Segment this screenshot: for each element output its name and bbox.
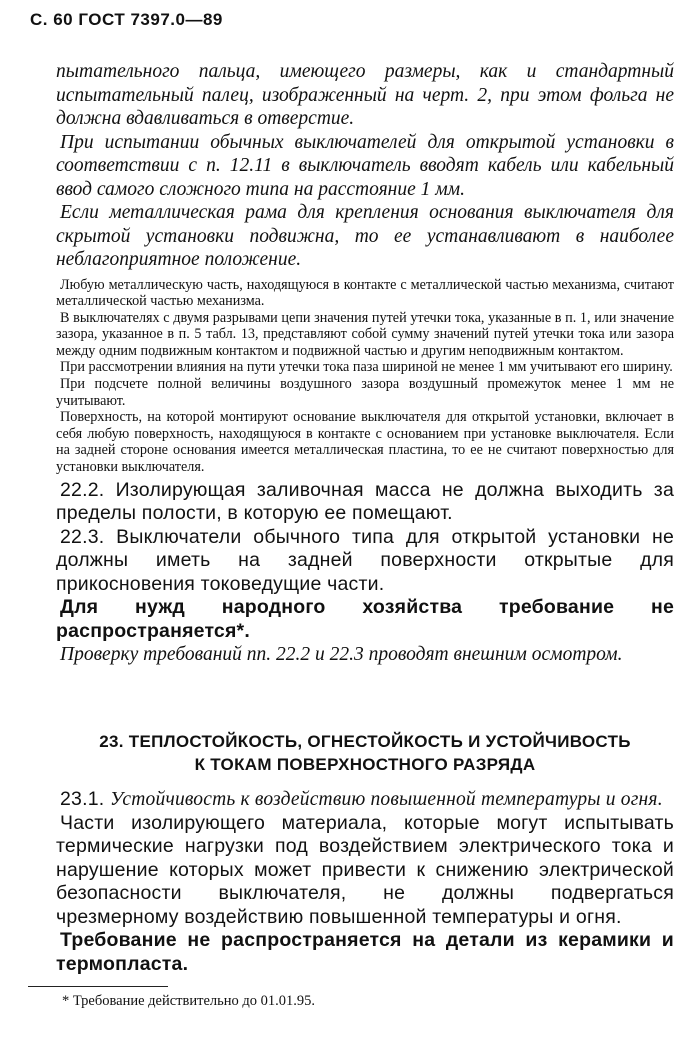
requirement-ceramics-bold: Требование не распространяется на детали из керамики и термопласта. <box>56 929 674 975</box>
clause-23-1-title: Устойчивость к воздействию повышенной температуры и огня. <box>110 789 663 810</box>
clause-23-1-number: 23.1. <box>60 788 105 810</box>
inspection-paragraph: Проверку требований пп. 22.2 и 22.3 проводят внешним осмотром. <box>60 644 623 666</box>
clause-23-1-body: Части изолирующего материала, которые могут испытывать термические нагрузки под воздействием электрического тока и нарушение которых может привести к снижению электрической безопасности выключателя, не должны подвергаться чрезмерному воздействию повышенной температуры и огня. <box>56 811 674 928</box>
requirement-note-bold: Для нужд народного хозяйства требование не распространяется*. <box>56 596 674 642</box>
section-title-23 <box>56 730 674 776</box>
note-double-break: В выключателях с двумя разрывами цепи значения путей утечки тока, указанные в п. 1, или значение зазора, указанное в п. 5 табл. 13, представляют собой сумму значений путей утечки тока или зазора между одним подвижным контактом и подвижной частью и другим неподвижным контактом. <box>56 309 674 359</box>
footnote-text: * Требование действительно до 01.01.95. <box>62 993 315 1009</box>
clause-22-2: 22.2. Изолирующая заливочная масса не должна выходить за пределы полости, в которую ее помещают. <box>56 478 674 525</box>
note-groove-width: При рассмотрении влияния на пути утечки тока паза шириной не менее 1 мм учитывают его ширину. <box>60 359 673 376</box>
page-header: С. 60 ГОСТ 7397.0—89 <box>30 10 223 29</box>
note-metal-part: Любую металлическую часть, находящуюся в контакте с металлической частью механизма, считают металлической частью механизма. <box>56 276 674 310</box>
main-text <box>56 60 674 667</box>
clause-22-3: 22.3. Выключатели обычного типа для открытой установки не должны иметь на задней поверхности открытые для прикосновения токоведущие части. <box>56 525 674 595</box>
paragraph-cable-entry: При испытании обычных выключателей для открытой установки в соответствии с п. 12.11 в выключатель вводят кабель или кабельный ввод самого сложного типа на расстояние 1 мм. <box>56 131 674 200</box>
note-mounting-surface: Поверхность, на которой монтируют основание выключателя для открытой установки, включает в себя любую поверхность, находящуюся в контакте с основанием при установке выключателя. Если на задней стороне основания имеется металлическая пластина, то ее не считают поверхностью для установки выключателя. <box>56 409 674 476</box>
section-title-line-1: 23. ТЕПЛОСТОЙКОСТЬ, ОГНЕСТОЙКОСТЬ И УСТОЙЧИВОСТЬ <box>99 732 631 751</box>
section-title-line-2: К ТОКАМ ПОВЕРХНОСТНОГО РАЗРЯДА <box>194 755 536 774</box>
clause-23-1 <box>56 788 674 812</box>
paragraph-finger-test: пытательного пальца, имеющего размеры, как и стандартный испытательный палец, изображенный на черт. 2, при этом фольга не должна вдавливаться в отверстие. <box>56 61 674 129</box>
footnote-divider <box>28 986 168 987</box>
note-air-gap: При подсчете полной величины воздушного зазора воздушный промежуток менее 1 мм не учитывают. <box>56 376 674 409</box>
paragraph-metal-frame: Если металлическая рама для крепления основания выключателя для скрытой установки подвижна, то ее устанавливают в наиболее неблагоприятное положение. <box>56 202 674 270</box>
section-23-text <box>56 788 674 976</box>
